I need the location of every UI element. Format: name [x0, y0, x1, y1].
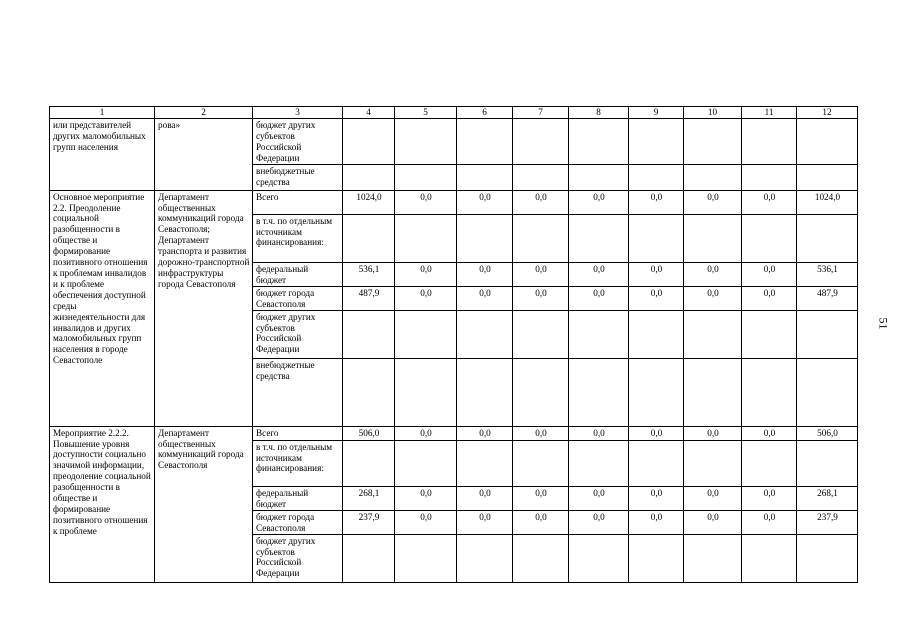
table-row: [50, 119, 858, 165]
value-cell: [684, 440, 742, 486]
value-cell: 0,0: [629, 190, 684, 214]
value-cell: 268,1: [343, 486, 395, 510]
value-cell: [513, 214, 569, 262]
value-cell: [343, 119, 395, 165]
value-cell: [395, 119, 457, 165]
col-header: 1: [50, 107, 155, 119]
value-cell: [343, 534, 395, 582]
col-header: 5: [395, 107, 457, 119]
value-cell: [684, 214, 742, 262]
value-cell: 0,0: [395, 426, 457, 440]
value-cell: [569, 440, 629, 486]
funding-source-cell: Всего: [253, 190, 343, 214]
value-cell: [629, 310, 684, 358]
value-cell: [457, 119, 513, 165]
value-cell: [569, 358, 629, 426]
value-cell: [742, 440, 797, 486]
value-cell: [797, 534, 858, 582]
value-cell: 0,0: [629, 486, 684, 510]
funding-source-cell: внебюджетные средства: [253, 164, 343, 190]
value-cell: [629, 119, 684, 165]
value-cell: [513, 358, 569, 426]
value-cell: 0,0: [629, 262, 684, 286]
value-cell: [629, 214, 684, 262]
value-cell: 0,0: [395, 486, 457, 510]
value-cell: 0,0: [742, 426, 797, 440]
value-cell: [569, 164, 629, 190]
value-cell: 0,0: [684, 262, 742, 286]
col-header: 3: [253, 107, 343, 119]
value-cell: 0,0: [513, 486, 569, 510]
value-cell: 1024,0: [797, 190, 858, 214]
value-cell: [343, 358, 395, 426]
col-header: 7: [513, 107, 569, 119]
value-cell: [742, 119, 797, 165]
col-header: 4: [343, 107, 395, 119]
value-cell: [684, 310, 742, 358]
value-cell: [742, 534, 797, 582]
value-cell: 0,0: [629, 510, 684, 534]
value-cell: 487,9: [797, 286, 858, 310]
value-cell: 0,0: [742, 510, 797, 534]
value-cell: 0,0: [684, 426, 742, 440]
activity-name-cell: Мероприятие 2.2.2. Повышение уровня доступности социально значимой информации, преодоление социальной разобщенности в обществе и формирование позитивного отношения к проблеме: [50, 426, 155, 582]
activity-name-cell: Основное мероприятие 2.2. Преодоление социальной разобщенности в обществе и формирование позитивного отношения к проблемам инвалидов и к проблеме обеспечения доступной среды жизнедеятельности для инвалидов и других маломобильных групп населения в городе Севастополе: [50, 190, 155, 426]
value-cell: 237,9: [797, 510, 858, 534]
value-cell: 0,0: [684, 286, 742, 310]
col-header: 11: [742, 107, 797, 119]
value-cell: 0,0: [457, 190, 513, 214]
responsible-cell: рова»: [155, 119, 253, 191]
value-cell: 0,0: [684, 486, 742, 510]
responsible-cell: Департамент общественных коммуникаций города Севастополя: [155, 426, 253, 582]
value-cell: [457, 214, 513, 262]
value-cell: [395, 358, 457, 426]
value-cell: [684, 164, 742, 190]
value-cell: [684, 119, 742, 165]
funding-source-cell: бюджет других субъектов Российской Федерации: [253, 534, 343, 582]
value-cell: 0,0: [629, 286, 684, 310]
funding-source-cell: в т.ч. по отдельным источникам финансирования:: [253, 214, 343, 262]
value-cell: [457, 310, 513, 358]
value-cell: 0,0: [569, 262, 629, 286]
value-cell: 1024,0: [343, 190, 395, 214]
funding-source-cell: бюджет других субъектов Российской Федерации: [253, 310, 343, 358]
value-cell: [457, 164, 513, 190]
value-cell: 0,0: [569, 190, 629, 214]
value-cell: [742, 214, 797, 262]
value-cell: [395, 310, 457, 358]
funding-source-cell: Всего: [253, 426, 343, 440]
value-cell: 0,0: [742, 286, 797, 310]
value-cell: 0,0: [395, 510, 457, 534]
value-cell: 0,0: [395, 286, 457, 310]
value-cell: [395, 534, 457, 582]
funding-source-cell: в т.ч. по отдельным источникам финансирования:: [253, 440, 343, 486]
value-cell: 0,0: [513, 426, 569, 440]
value-cell: 0,0: [684, 510, 742, 534]
value-cell: 0,0: [395, 262, 457, 286]
value-cell: [395, 164, 457, 190]
table-row: [50, 190, 858, 214]
funding-source-cell: федеральный бюджет: [253, 486, 343, 510]
value-cell: 0,0: [742, 262, 797, 286]
value-cell: 0,0: [513, 262, 569, 286]
value-cell: [742, 358, 797, 426]
value-cell: 0,0: [569, 286, 629, 310]
value-cell: [742, 310, 797, 358]
value-cell: [395, 440, 457, 486]
value-cell: 0,0: [742, 486, 797, 510]
value-cell: [629, 164, 684, 190]
value-cell: [797, 358, 858, 426]
funding-source-cell: внебюджетные средства: [253, 358, 343, 426]
value-cell: [457, 534, 513, 582]
value-cell: 0,0: [395, 190, 457, 214]
budget-table: [49, 106, 858, 583]
value-cell: [457, 358, 513, 426]
value-cell: 0,0: [457, 286, 513, 310]
table-row: [50, 426, 858, 440]
value-cell: [513, 164, 569, 190]
col-header: 12: [797, 107, 858, 119]
value-cell: [569, 310, 629, 358]
value-cell: [343, 164, 395, 190]
value-cell: 0,0: [569, 510, 629, 534]
value-cell: 0,0: [629, 426, 684, 440]
value-cell: [513, 119, 569, 165]
value-cell: 0,0: [457, 510, 513, 534]
value-cell: [629, 358, 684, 426]
value-cell: [797, 164, 858, 190]
value-cell: [343, 310, 395, 358]
value-cell: [343, 214, 395, 262]
value-cell: [684, 534, 742, 582]
value-cell: [395, 214, 457, 262]
value-cell: 0,0: [513, 286, 569, 310]
value-cell: 0,0: [684, 190, 742, 214]
value-cell: [797, 440, 858, 486]
value-cell: [569, 119, 629, 165]
header-row: [50, 107, 858, 119]
value-cell: 268,1: [797, 486, 858, 510]
value-cell: 237,9: [343, 510, 395, 534]
value-cell: [569, 214, 629, 262]
col-header: 9: [629, 107, 684, 119]
value-cell: 0,0: [569, 486, 629, 510]
col-header: 10: [684, 107, 742, 119]
funding-source-cell: бюджет других субъектов Российской Федерации: [253, 119, 343, 165]
value-cell: [457, 440, 513, 486]
col-header: 6: [457, 107, 513, 119]
value-cell: 0,0: [513, 190, 569, 214]
value-cell: [742, 164, 797, 190]
value-cell: 0,0: [569, 426, 629, 440]
funding-source-cell: федеральный бюджет: [253, 262, 343, 286]
value-cell: [513, 310, 569, 358]
funding-source-cell: бюджет города Севастополя: [253, 286, 343, 310]
value-cell: [684, 358, 742, 426]
value-cell: 487,9: [343, 286, 395, 310]
value-cell: 0,0: [513, 510, 569, 534]
value-cell: 536,1: [343, 262, 395, 286]
value-cell: [513, 440, 569, 486]
value-cell: 0,0: [742, 190, 797, 214]
col-header: 8: [569, 107, 629, 119]
responsible-cell: Департамент общественных коммуникаций города Севастополя; Департамент транспорта и развития дорожно-транспортной инфраструктуры города Севастополя: [155, 190, 253, 426]
col-header: 2: [155, 107, 253, 119]
value-cell: [629, 534, 684, 582]
value-cell: [629, 440, 684, 486]
value-cell: [797, 310, 858, 358]
value-cell: 506,0: [797, 426, 858, 440]
value-cell: [797, 119, 858, 165]
value-cell: [513, 534, 569, 582]
value-cell: [343, 440, 395, 486]
funding-source-cell: бюджет города Севастополя: [253, 510, 343, 534]
value-cell: 0,0: [457, 486, 513, 510]
value-cell: 506,0: [343, 426, 395, 440]
value-cell: 0,0: [457, 426, 513, 440]
activity-name-cell: или представителей других маломобильных групп населения: [50, 119, 155, 191]
value-cell: [569, 534, 629, 582]
value-cell: 0,0: [457, 262, 513, 286]
page-number: 51: [876, 317, 891, 330]
value-cell: [797, 214, 858, 262]
value-cell: 536,1: [797, 262, 858, 286]
